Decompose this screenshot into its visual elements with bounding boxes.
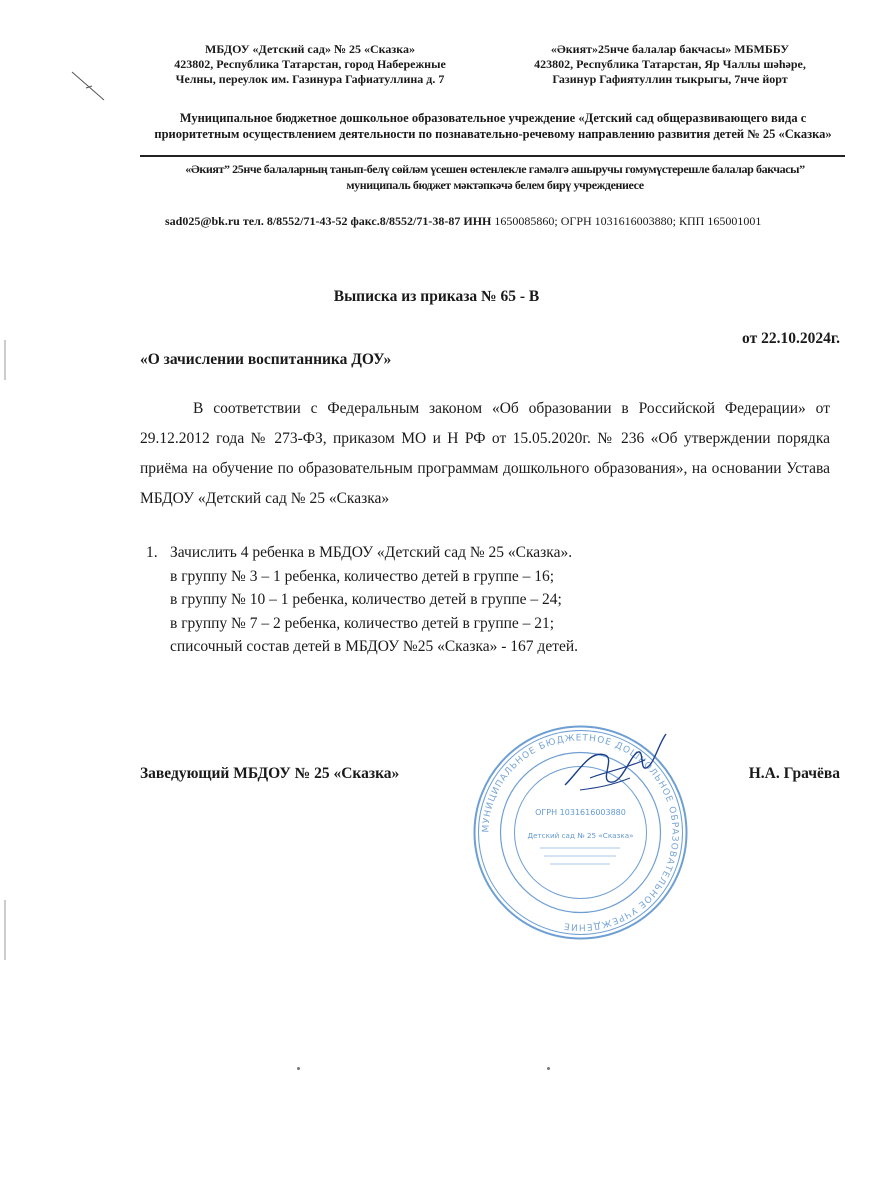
header-divider <box>140 155 845 157</box>
stamp-ogrn: ОГРН 1031616003880 <box>535 808 626 817</box>
header-left-line: МБДОУ «Детский сад» № 25 «Сказка» <box>205 42 415 56</box>
email: sad025@bk.ru <box>165 214 240 228</box>
order-list <box>146 541 746 659</box>
header-right-line: «Әкият»25нче балалар бакчасы» МБМББУ <box>550 42 790 56</box>
header-right-line: 423802, Республика Татарстан, Яр Чаллы шәһәре, <box>534 57 806 71</box>
scan-edge-mark <box>4 0 6 1200</box>
inn-value: 1650085860; <box>494 214 558 228</box>
stamp-center-text: Детский сад № 25 «Сказка» <box>527 831 634 840</box>
handwritten-signature <box>560 730 670 810</box>
scan-speck <box>547 1067 550 1070</box>
order-line: в группу № 3 – 1 ребенка, количество детей в группе – 16; <box>170 567 555 585</box>
stamp-outer-text: МУНИЦИПАЛЬНОЕ БЮДЖЕТНОЕ ДОШКОЛЬНОЕ ОБРАЗОВАТЕЛЬНОЕ УЧРЕЖДЕНИЕ <box>481 733 680 932</box>
document-title: Выписка из приказа № 65 - В <box>333 288 540 305</box>
header-left-line: 423802, Республика Татарстан, город Набережные <box>174 57 446 71</box>
order-line: в группу № 7 – 2 ребенка, количество детей в группе – 21; <box>170 614 555 632</box>
order-line: в группу № 10 – 1 ребенка, количество детей в группе – 24; <box>170 591 562 608</box>
document-subject: «О зачислении воспитанника ДОУ» <box>140 351 392 368</box>
order-line: списочный состав детей в МБДОУ №25 «Сказка» - 167 детей. <box>170 638 579 655</box>
signatory-title: Заведующий МБДОУ № 25 «Сказка» <box>140 765 400 782</box>
scan-speck <box>297 1067 300 1070</box>
header-left-line: Челны, переулок им. Газинура Гафиатуллина д. 7 <box>175 72 445 86</box>
header-right-line: Газинур Гафиятуллин тыкрыгы, 7нче йорт <box>552 72 788 86</box>
scan-mark <box>70 70 110 105</box>
header-right-block <box>505 42 835 87</box>
signatory-name: Н.А. Грачёва <box>748 765 840 782</box>
institution-name-tt: «Әкият” 25нче балаларның танып-белү сөйләм үсешен өстенлекле гамәлгә ашыручы гомумүстерешле балалар бакчасы” муниципаль бюджет мәктәпкәчә белем бирү учреждениесе <box>185 162 805 192</box>
header-left-block <box>140 42 480 87</box>
contacts-line <box>165 214 845 229</box>
institution-name-ru: Муниципальное бюджетное дошкольное образовательное учреждение «Детский сад общеразвивающего вида с приоритетным осуществлением деятельности по познавательно-речевому направлению развития детей № 25 «Сказка» <box>154 111 832 141</box>
order-line: Зачислить 4 ребенка в МБДОУ «Детский сад № 25 «Сказка». <box>170 544 573 561</box>
document-date: от 22.10.2024г. <box>742 330 840 347</box>
document-body: В соответствии с Федеральным законом «Об образовании в Российской Федерации» от 29.12.2012 года № 273-ФЗ, приказом МО и Н РФ от 15.05.2020г. № 236 «Об утверждении порядка приёма на обучение по образовательным программам дошкольного образования», на основании Устава МБДОУ «Детский сад № 25 «Сказка» <box>140 400 830 507</box>
phone-fax-inn: тел. 8/8552/71-43-52 факс.8/8552/71-38-87 ИНН <box>242 214 492 228</box>
ogrn-kpp: ОГРН 1031616003880; КПП 165001001 <box>560 214 762 228</box>
order-item-number: 1. <box>146 544 158 561</box>
order-item-lines <box>170 541 746 659</box>
